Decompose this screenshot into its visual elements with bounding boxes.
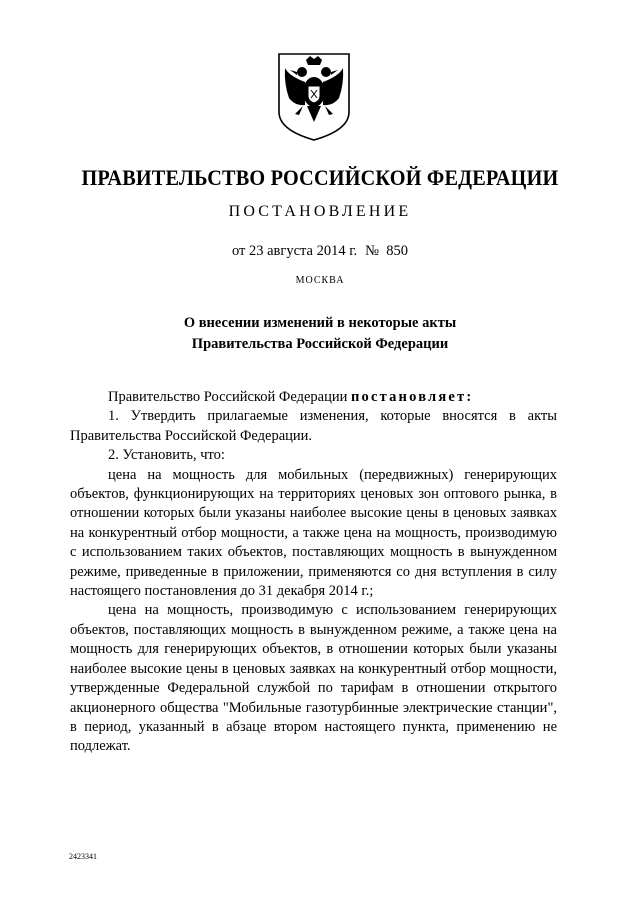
government-title: ПРАВИТЕЛЬСТВО РОССИЙСКОЙ ФЕДЕРАЦИИ	[81, 165, 559, 190]
document-number: № 850	[365, 243, 409, 259]
price-paragraph-1: цена на мощность для мобильных (передвижных) генерирующих объектов, функционирующих на территориях ценовых зон оптового рынка, в отношении которых были указаны наиболее высокие цены в ценовых заявках на конкурентный отбор мощности, а также цена на мощность, производимую с использованием таких объектов, поставляющих мощность в вынужденном режиме, приведенные в приложении, применяются со дня вступления в силу настоящего постановления до 31 декабря 2014 г.;	[70, 466, 557, 600]
item-1-paragraph: 1. Утвердить прилагаемые изменения, которые вносятся в акты Правительства Российской Федерации.	[70, 408, 557, 444]
intro-paragraph	[70, 388, 557, 407]
price-paragraph-2: цена на мощность, производимую с использованием генерирующих объектов, поставляющих мощность в вынужденном режиме, а также цена на мощность для генерирующих объектов, в отношении которых были указаны наиболее высокие цены в ценовых заявках на конкурентный отбор мощности, утвержденные Федеральной службой по тарифам в отношении открытого акционерного общества "Мобильные газотурбинные электрические станции", в период, указанный в абзаце втором настоящего пункта, применению не подлежат.	[70, 602, 557, 755]
subject-line-2: Правительства Российской Федерации	[191, 336, 449, 352]
subject-line-1: О внесении изменений в некоторые акты	[183, 315, 457, 331]
item-2-paragraph: 2. Установить, что:	[108, 447, 225, 464]
document-date-line	[0, 243, 640, 260]
document-body	[70, 388, 557, 757]
intro-verb: постановляет:	[350, 389, 474, 405]
document-date: от 23 августа 2014 г.	[231, 243, 358, 259]
russian-coat-of-arms-icon	[275, 50, 353, 142]
document-type: ПОСТАНОВЛЕНИЕ	[228, 203, 412, 220]
footer-code: 2423341	[69, 852, 97, 861]
document-subject	[0, 313, 640, 355]
city-name: МОСКВА	[295, 275, 345, 286]
intro-lead: Правительство Российской Федерации	[108, 389, 351, 405]
